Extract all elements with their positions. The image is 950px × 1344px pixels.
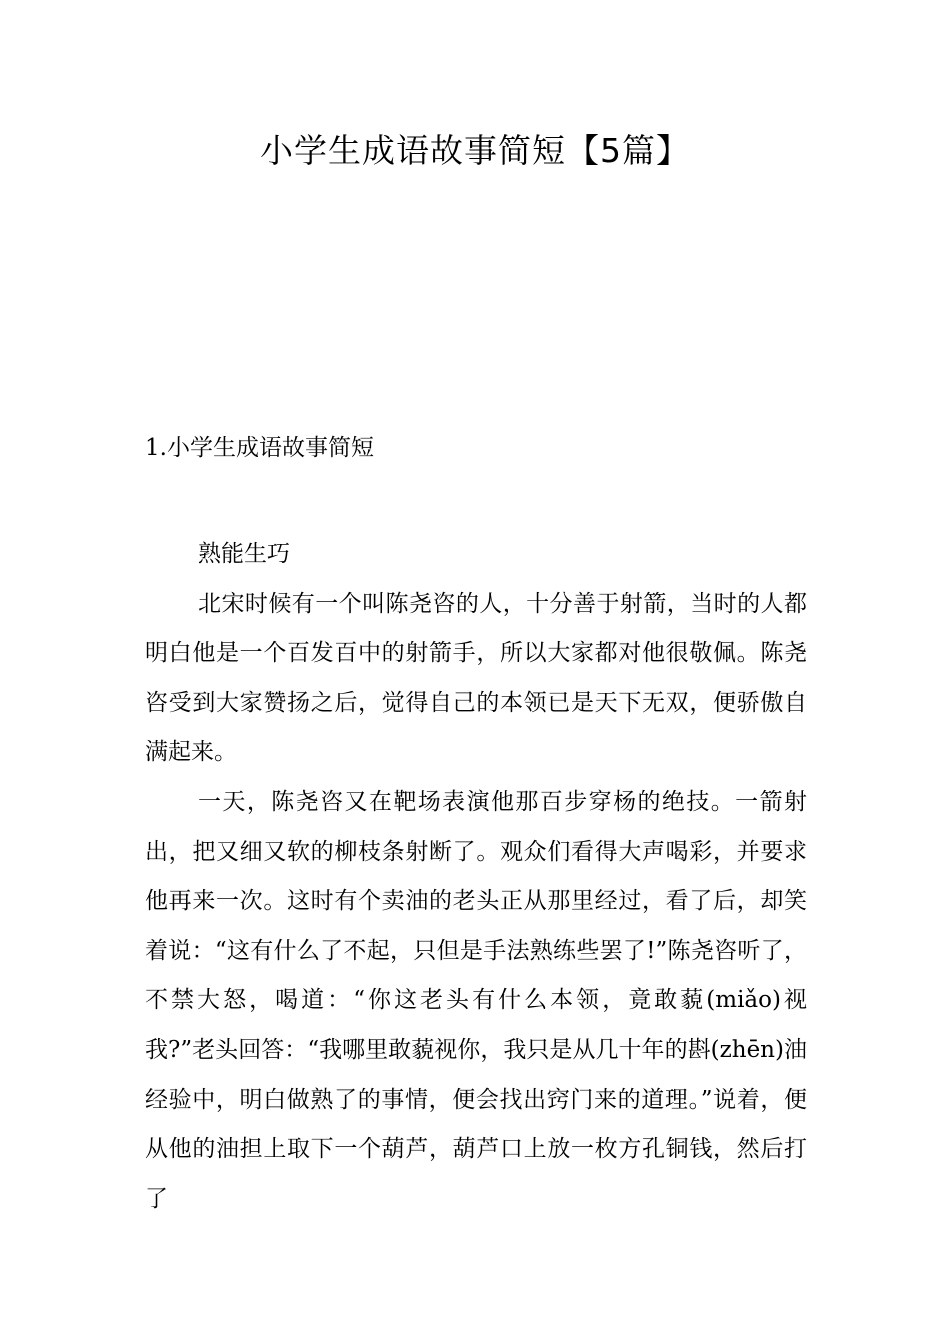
- story-body: [145, 530, 807, 1224]
- section-heading: 1.小学生成语故事简短: [145, 435, 374, 461]
- story-title: 熟能生巧: [198, 541, 290, 567]
- paragraph-2: 一天，陈尧咨又在靶场表演他那百步穿杨的绝技。一箭射出，把又细又软的柳枝条射断了。观众们看得大声喝彩，并要求他再来一次。这时有个卖油的老头正从那里经过，看了后，却笑着说：“这有什么了不起，只但是手法熟练些罢了!”陈尧咨听了，不禁大怒，喝道：“你这老头有什么本领，竟敢藐(miǎo)视我?”老头回答：“我哪里敢藐视你，我只是从几十年的斟(zhēn)油经验中，明白做熟了的事情，便会找出窍门来的道理。”说着，便从他的油担上取下一个葫芦，葫芦口上放一枚方孔铜钱，然后打了: [145, 788, 807, 1212]
- paragraph-1: 北宋时候有一个叫陈尧咨的人，十分善于射箭，当时的人都明白他是一个百发百中的射箭手，所以大家都对他很敬佩。陈尧咨受到大家赞扬之后，觉得自己的本领已是天下无双，便骄傲自满起来。: [145, 590, 807, 766]
- document-title: 小学生成语故事简短【5篇】: [260, 131, 690, 170]
